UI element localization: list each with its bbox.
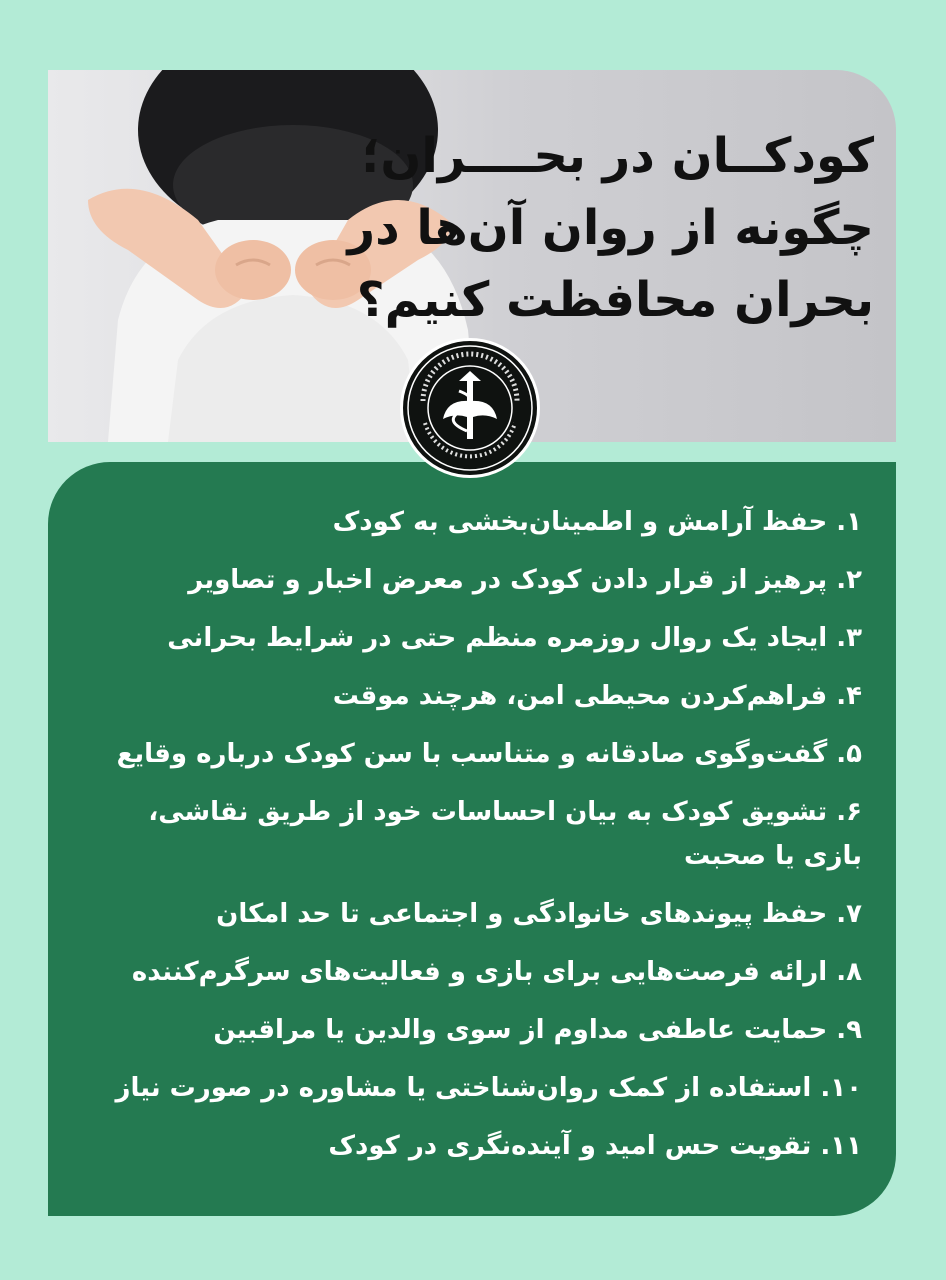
title-line-3: بحران محافظت کنیم؟ xyxy=(356,272,874,328)
list-item: ۱. حفظ آرامش و اطمینان‌بخشی به کودک xyxy=(332,507,862,537)
university-emblem-icon xyxy=(400,338,540,478)
list-item: ۹. حمایت عاطفی مداوم از سوی والدین یا مراقبین xyxy=(213,1015,862,1045)
list-item: ۱۱. تقویت حس امید و آینده‌نگری در کودک xyxy=(328,1131,862,1161)
list-item: ۲. پرهیز از قرار دادن کودک در معرض اخبار و تصاویر xyxy=(188,565,862,595)
page-title xyxy=(347,120,874,336)
tips-list xyxy=(82,500,862,1182)
list-item: ۴. فراهم‌کردن محیطی امن، هرچند موقت xyxy=(332,681,862,711)
tips-panel xyxy=(48,462,896,1216)
logo-emblem-graphic xyxy=(403,341,537,475)
title-line-2: چگونه از روان آن‌ها در xyxy=(347,200,874,256)
list-item: ۱۰. استفاده از کمک روان‌شناختی یا مشاوره در صورت نیاز xyxy=(115,1073,862,1103)
title-line-1: کودکــان در بحــــران؛ xyxy=(361,128,874,184)
list-item: ۸. ارائه فرصت‌هایی برای بازی و فعالیت‌های سرگرم‌کننده xyxy=(131,957,862,987)
list-item: ۶. تشویق کودک به بیان احساسات خود از طریق نقاشی، بازی یا صحبت xyxy=(148,797,862,871)
list-item: ۳. ایجاد یک روال روزمره منظم حتی در شرایط بحرانی xyxy=(167,623,862,653)
list-item: ۵. گفت‌وگوی صادقانه و متناسب با سن کودک درباره وقایع xyxy=(116,739,862,769)
list-item: ۷. حفظ پیوندهای خانوادگی و اجتماعی تا حد امکان xyxy=(216,899,862,929)
